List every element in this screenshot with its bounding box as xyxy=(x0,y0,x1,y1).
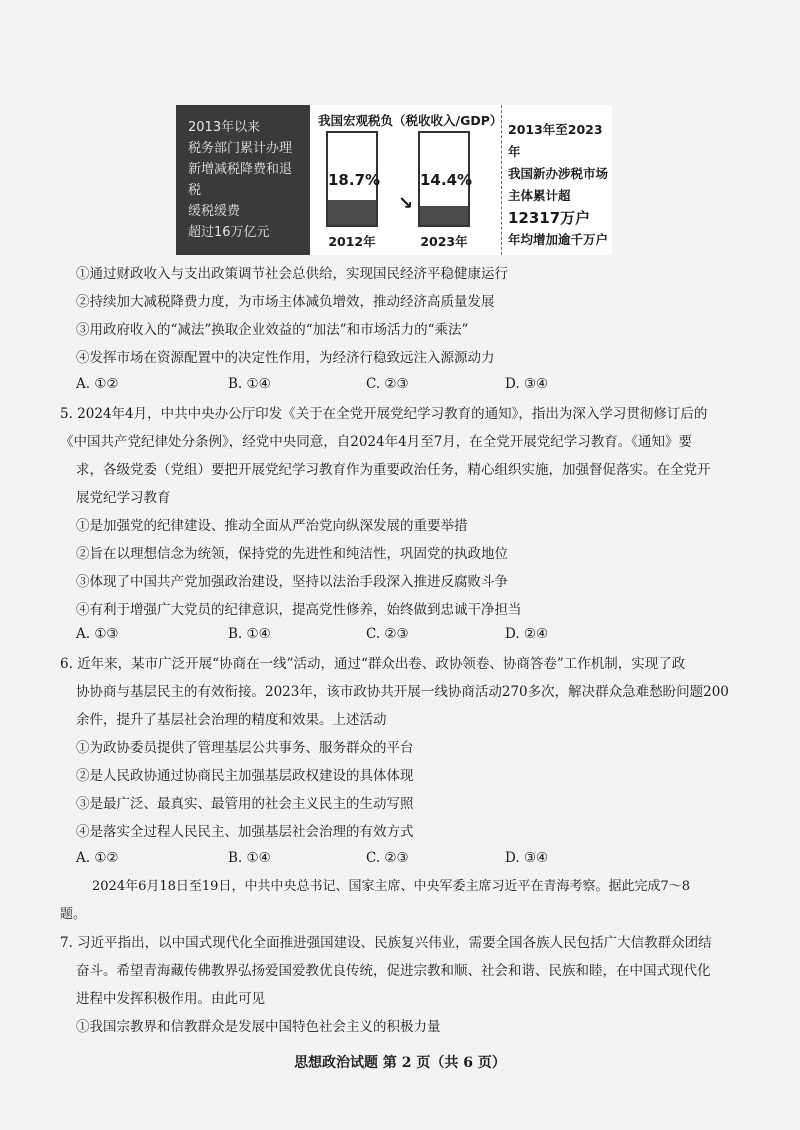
q4-item: ④发挥市场在资源配置中的决定性作用，为经济行稳致远注入源源动力 xyxy=(76,350,495,366)
bar-2023 xyxy=(418,131,473,227)
q6-option-c: C. ②③ xyxy=(366,850,409,866)
q5-stem-line: 《中国共产党纪律处分条例》，经党中央同意，自2024年4月至7月，在全党开展党纪学习教育。《通知》要 xyxy=(60,434,693,450)
taxpayers-line: 我国新办涉税市场 xyxy=(508,166,609,181)
q6-stem-line: 余件，提升了基层社会治理的精度和效果。上述活动 xyxy=(76,712,387,728)
q6-option-a: A. ①② xyxy=(76,850,119,866)
q4-item: ②持续加大减税降费力度，为市场主体减负增效，推动经济高质量发展 xyxy=(76,294,495,310)
q4-item: ①通过财政收入与支出政策调节社会总供给，实现国民经济平稳健康运行 xyxy=(76,266,508,282)
q4-option-c: C. ②③ xyxy=(366,376,409,392)
tax-cut-line: 2013年以来 xyxy=(188,120,261,135)
q6-item: ④是落实全过程人民民主、加强基层社会治理的有效方式 xyxy=(76,824,414,840)
taxpayers-line: 2013年至2023年 xyxy=(508,122,603,159)
q4-option-a: A. ①② xyxy=(76,376,119,392)
q7-8-intro-line: 题。 xyxy=(60,907,87,922)
q7-stem-line: 奋斗。希望青海藏传佛教界弘扬爱国爱教优良传统，促进宗教和顺、社会和谐、民族和睦，在中国式现代化 xyxy=(76,963,711,979)
taxpayers-line: 年均增加逾千万户 xyxy=(508,232,609,247)
bar-2023-value: 14.4% xyxy=(420,171,473,189)
q6-option-b: B. ①④ xyxy=(228,850,271,866)
bar-2012-value: 18.7% xyxy=(328,171,381,189)
page-footer: 思想政治试题 第 2 页（共 6 页） xyxy=(294,1055,506,1071)
q7-stem-line: 7. 习近平指出，以中国式现代化全面推进强国建设、民族复兴伟业，需要全国各族人民包括广大信教群众团结 xyxy=(60,935,712,951)
tax-cut-line: 税务部门累计办理 xyxy=(188,141,293,156)
q5-option-c: C. ②③ xyxy=(366,626,409,642)
bar-2012-year: 2012年 xyxy=(328,234,376,249)
q5-stem-line: 5. 2024年4月，中共中央办公厅印发《关于在全党开展党纪学习教育的通知》，指出为深入学习贯彻修订后的 xyxy=(60,406,708,422)
q7-stem-line: 进程中发挥积极作用。由此可见 xyxy=(76,991,265,1007)
q6-item: ③是最广泛、最真实、最管用的社会主义民主的生动写照 xyxy=(76,796,414,812)
q5-stem-line: 展党纪学习教育 xyxy=(76,490,171,506)
taxpayers-count: 12317万户 xyxy=(508,209,591,227)
q7-8-intro-line: 2024年6月18日至19日，中共中央总书记、国家主席、中央军委主席习近平在青海考察。据此完成7～8 xyxy=(92,879,690,894)
q5-option-a: A. ①③ xyxy=(76,626,119,642)
q6-stem-line: 6. 近年来，某市广泛开展“协商在一线”活动，通过“群众出卷、政协领卷、协商答卷”工作机制，实现了政 xyxy=(60,656,686,672)
q5-item: ③体现了中国共产党加强政治建设，坚持以法治手段深入推进反腐败斗争 xyxy=(76,574,508,590)
q7-item: ①我国宗教界和信教群众是发展中国特色社会主义的积极力量 xyxy=(76,1019,441,1035)
tax-cut-line: 缓税缓费 xyxy=(188,204,241,219)
bar-2012-fill xyxy=(328,200,376,225)
macro-tax-title: 我国宏观税负（税收收入/GDP） xyxy=(318,113,503,128)
bar-2012 xyxy=(326,131,381,227)
q5-item: ①是加强党的纪律建设、推动全面从严治党向纵深发展的重要举措 xyxy=(76,518,468,534)
tax-cut-line: 新增减税降费和退税 xyxy=(188,162,293,198)
q5-option-d: D. ②④ xyxy=(505,626,549,642)
q5-option-b: B. ①④ xyxy=(228,626,271,642)
q6-item: ①为政协委员提供了管理基层公共事务、服务群众的平台 xyxy=(76,740,414,756)
q5-item: ②旨在以理想信念为统领，保持党的先进性和纯洁性，巩固党的执政地位 xyxy=(76,546,508,562)
q6-option-d: D. ③④ xyxy=(505,850,549,866)
tax-cut-panel xyxy=(176,105,310,255)
q4-option-d: D. ③④ xyxy=(505,376,549,392)
q5-item: ④有利于增强广大党员的纪律意识，提高党性修养，始终做到忠诚干净担当 xyxy=(76,602,522,618)
q4-item: ③用政府收入的“减法”换取企业效益的“加法”和市场活力的“乘法” xyxy=(76,322,469,338)
tax-cut-line: 超过16万亿元 xyxy=(188,225,270,240)
tax-infographic xyxy=(176,105,612,255)
q5-stem-line: 求，各级党委（党组）要把开展党纪学习教育作为重要政治任务，精心组织实施，加强督促落实。在全党开 xyxy=(76,462,711,478)
bar-2023-fill xyxy=(420,206,468,225)
macro-tax-burden-panel xyxy=(310,105,502,255)
taxpayers-line: 主体累计超 xyxy=(508,188,571,203)
q4-option-b: B. ①④ xyxy=(228,376,271,392)
q6-item: ②是人民政协通过协商民主加强基层政权建设的具体体现 xyxy=(76,768,414,784)
bar-2023-year: 2023年 xyxy=(420,234,468,249)
decrease-arrow-icon: ↘ xyxy=(398,193,414,214)
q6-stem-line: 协协商与基层民主的有效衔接。2023年，该市政协共开展一线协商活动270多次，解决群众急难愁盼问题200 xyxy=(76,684,729,700)
new-taxpayers-panel xyxy=(502,105,612,255)
